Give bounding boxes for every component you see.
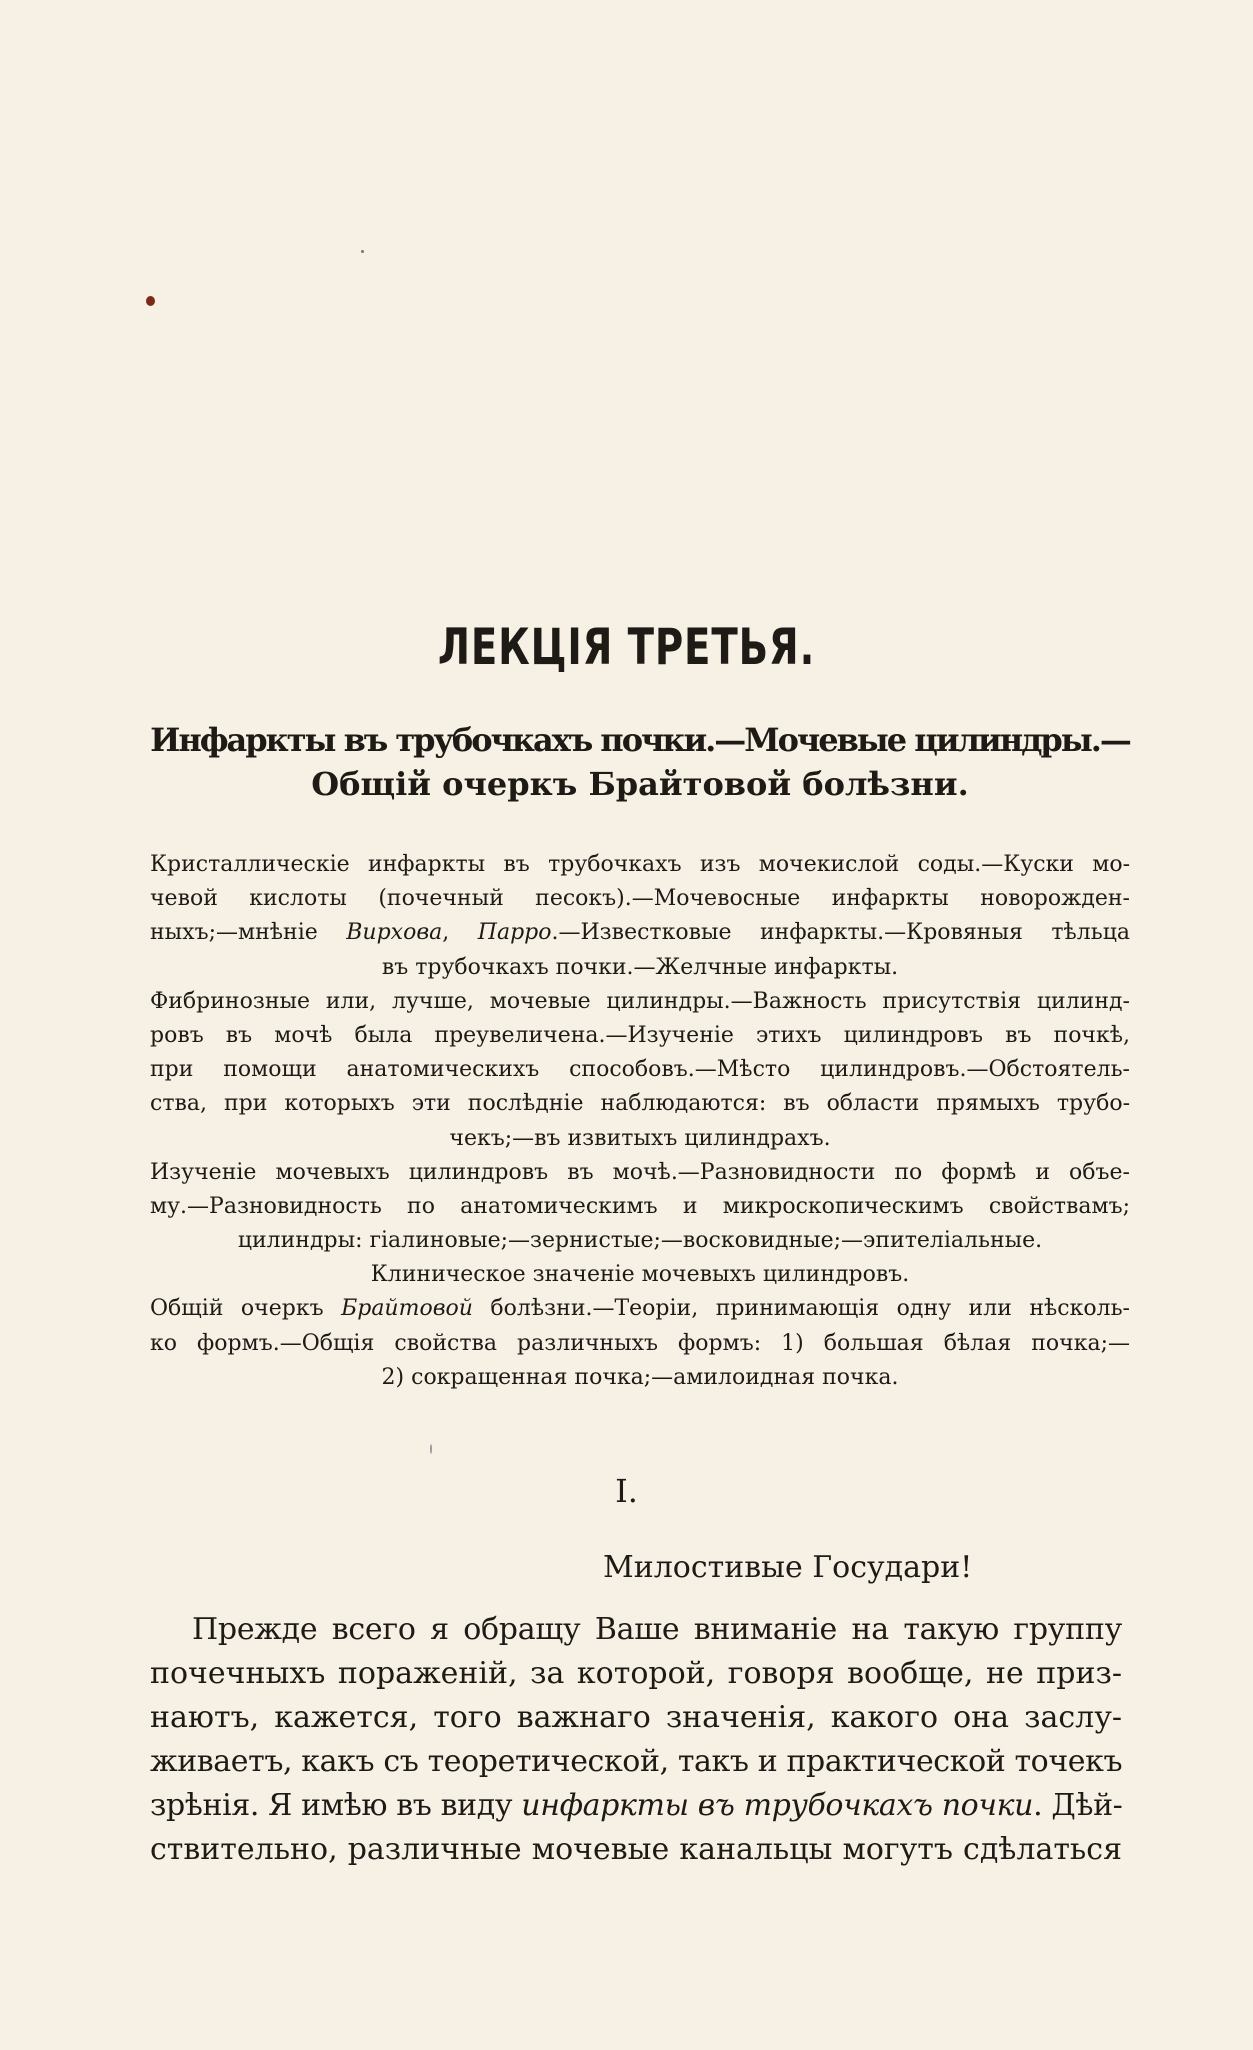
- summary-line: при помощи анатомическихъ способовъ.—Мѣсто цилиндровъ.—Обстоятель-: [150, 1057, 1130, 1083]
- summary-line: ровъ въ мочѣ была преувеличена.—Изученіе этихъ цилиндровъ въ почкѣ,: [150, 1022, 1130, 1048]
- summary-line: чевой кислоты (почечный песокъ).—Мочевосные инфаркты новорожден-: [150, 886, 1130, 912]
- ink-speck: [430, 1444, 432, 1454]
- summary-line: ства, при которыхъ эти послѣдніе наблюдаются: въ области прямыхъ трубо-: [150, 1091, 1130, 1117]
- ink-speck: [146, 296, 155, 306]
- body-line: Прежде всего я обращу Ваше вниманіе на такую группу: [192, 1612, 1122, 1647]
- summary-line: Изученіе мочевыхъ цилиндровъ въ мочѣ.—Разновидности по формѣ и объе-: [150, 1159, 1130, 1185]
- summary-line: 2) сокращенная почка;—амилоидная почка.: [381, 1364, 899, 1390]
- summary-line: му.—Разновидность по анатомическимъ и микроскопическимъ свойствамъ;: [150, 1193, 1130, 1219]
- summary-line: ныхъ;—мнѣніе Вирхова, Парро.—Известковые инфаркты.—Кровяныя тѣльца: [150, 920, 1130, 946]
- summary-line: цилиндры: гіалиновые;—зернистые;—восковидные;—эпителіальные.: [237, 1228, 1043, 1254]
- body-line: живаетъ, какъ съ теоретической, такъ и практической точекъ: [150, 1744, 1123, 1779]
- chapter-summary: [150, 848, 1130, 1395]
- summary-line: чекъ;—въ извитыхъ цилиндрахъ.: [449, 1125, 831, 1151]
- summary-line: Кристаллическіе инфаркты въ трубочкахъ изъ мочекислой соды.—Куски мо-: [150, 852, 1130, 877]
- summary-line: въ трубочкахъ почки.—Желчные инфаркты.: [381, 954, 899, 980]
- lecture-title: ЛЕКЦІЯ ТРЕТЬЯ.: [437, 618, 816, 676]
- lecture-subtitle: [150, 718, 1130, 806]
- subtitle-line: Инфаркты въ трубочкахъ почки.—Мочевые цилиндры.—: [150, 721, 1130, 759]
- section-number: I.: [615, 1472, 638, 1510]
- body-paragraph: [150, 1608, 1122, 1872]
- summary-line: Общій очеркъ Брайтовой болѣзни.—Теоріи, принимающія одну или нѣсколь-: [150, 1296, 1130, 1322]
- body-line: ствительно, различные мочевые канальцы могутъ сдѣлаться: [150, 1832, 1122, 1867]
- body-line: зрѣнія. Я имѣю въ виду инфаркты въ трубочкахъ почки. Дѣй-: [150, 1788, 1123, 1823]
- body-line: наютъ, кажется, того важнаго значенія, какого она заслу-: [150, 1700, 1122, 1735]
- summary-line: ко формъ.—Общія свойства различныхъ формъ: 1) большая бѣлая почка;—: [150, 1330, 1130, 1356]
- ink-speck: [361, 250, 364, 253]
- subtitle-line: Общій очеркъ Брайтовой болѣзни.: [311, 765, 969, 803]
- body-line: почечныхъ пораженій, за которой, говоря вообще, не приз-: [150, 1656, 1122, 1691]
- salutation: Милостивые Государи!: [603, 1550, 973, 1585]
- summary-line: Клиническое значеніе мочевыхъ цилиндровъ.: [370, 1262, 910, 1288]
- summary-line: Фибринозные или, лучше, мочевые цилиндры.—Важность присутствія цилинд-: [150, 988, 1130, 1014]
